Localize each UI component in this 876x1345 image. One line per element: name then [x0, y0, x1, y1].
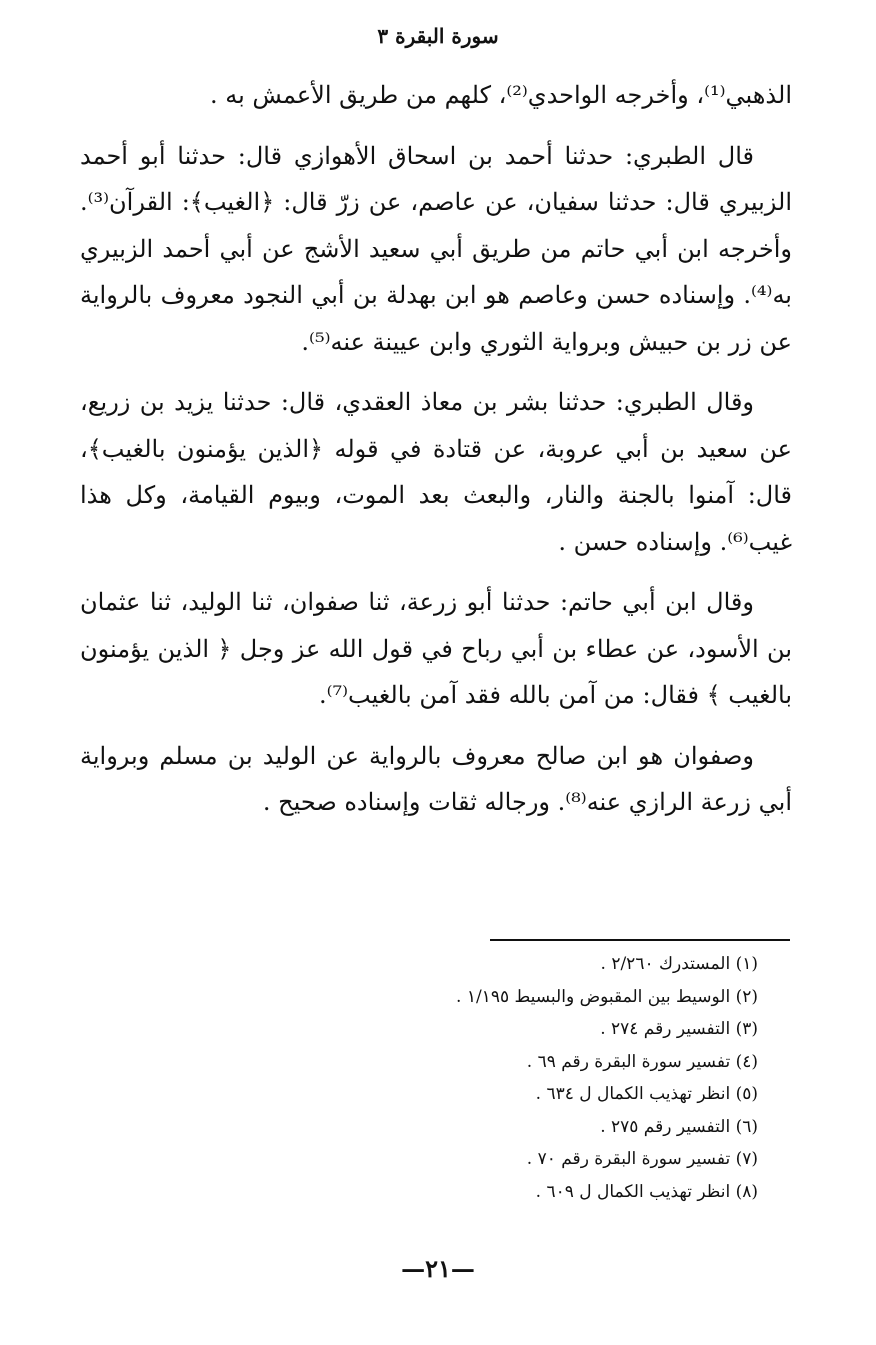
footnote-7: (٧) تفسير سورة البقرة رقم ٧٠ . — [526, 1149, 758, 1169]
paragraph-2: قال الطبري: حدثنا أحمد بن اسحاق الأهوازي قال: حدثنا أبو أحمد الزبيري قال: حدثنا سفيان، عن عاصم، عن زرّ قال: ﴿الغيب﴾: القرآن⁽³⁾. وأخرجه ابن أبي حاتم من طريق أبي سعيد الأشج عن أبي أحمد الزبيري به⁽⁴⁾. وإسناده حسن وعاصم هو ابن بهدلة بن أبي النجود معروف بالرواية عن زر بن حبيش وبرواية الثوري وابن عيينة عنه⁽⁵⁾. — [80, 141, 792, 356]
footnote-3: (٣) التفسير رقم ٢٧٤ . — [600, 1019, 758, 1039]
footnote-divider — [490, 939, 790, 941]
footnote-2: (٢) الوسيط بين المقبوض والبسيط ١/١٩٥ . — [456, 986, 758, 1007]
footnote-5: (٥) انظر تهذيب الكمال ل ٦٣٤ . — [535, 1084, 758, 1104]
footnote-1: (١) المستدرك ٢/٢٦٠ . — [600, 954, 758, 974]
footnote-8: (٨) انظر تهذيب الكمال ل ٦٠٩ . — [535, 1181, 758, 1202]
running-header: سورة البقرة ٣ — [377, 24, 499, 48]
main-text — [80, 72, 792, 840]
footnote-4: (٤) تفسير سورة البقرة رقم ٦٩ . — [526, 1051, 758, 1072]
page-number: —٢١— — [401, 1254, 475, 1283]
paragraph-1: الذهبي⁽¹⁾، وأخرجه الواحدي⁽²⁾، كلهم من طريق الأعمش به . — [209, 81, 792, 109]
paragraph-3: وقال الطبري: حدثنا بشر بن معاذ العقدي، قال: حدثنا يزيد بن زريع، عن سعيد بن أبي عروبة، عن قتادة في قوله ﴿الذين يؤمنون بالغيب﴾، قال: آمنوا بالجنة والنار، والبعث بعد الموت، وبيوم القيامة، وكل هذا غيب⁽⁶⁾. وإسناده حسن . — [80, 388, 792, 556]
paragraph-4: وقال ابن أبي حاتم: حدثنا أبو زرعة، ثنا صفوان، ثنا الوليد، ثنا عثمان بن الأسود، عن عطاء بن أبي رباح في قول الله عز وجل ﴿ الذين يؤمنون بالغيب ﴾ فقال: من آمن بالله فقد آمن بالغيب⁽⁷⁾. — [80, 588, 792, 709]
footnote-6: (٦) التفسير رقم ٢٧٥ . — [600, 1116, 758, 1137]
paragraph-5: وصفوان هو ابن صالح معروف بالرواية عن الوليد بن مسلم وبرواية أبي زرعة الرازي عنه⁽⁸⁾. ورجاله ثقات وإسناده صحيح . — [80, 741, 792, 816]
footnotes-list — [338, 948, 758, 1208]
